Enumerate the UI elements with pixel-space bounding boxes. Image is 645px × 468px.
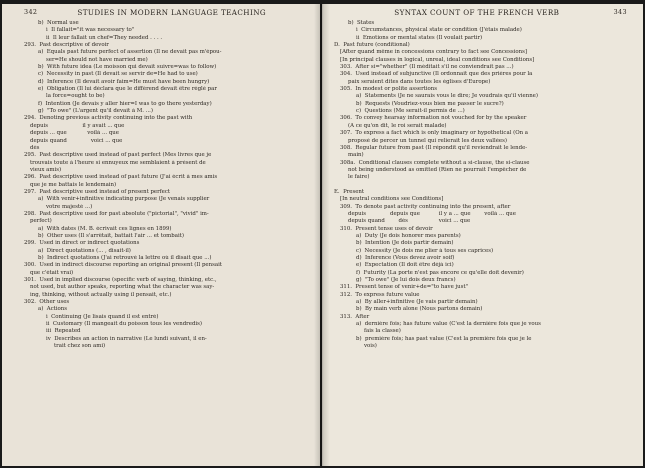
left-page (2, 4, 320, 466)
text-line: b) Normal use (38, 20, 79, 26)
text-line: iii Repeated (46, 328, 81, 335)
text-line: [In principal clauses in logical, unreal, ideal conditions see Conditions] (340, 56, 535, 63)
text-line: a) With dates (M. B. écrivait ces lignes en 1899) (38, 225, 172, 232)
text-line: 310. Present tense uses of devoir (340, 225, 433, 232)
text-line: que c'était vrai) (30, 269, 74, 276)
text-line: 309. To denote past activity continuing into the present, after (340, 203, 511, 210)
text-line: fais la classe) (364, 328, 401, 335)
text-line: d) Inference (Il devait avoir faim=He must have been hungry) (38, 78, 210, 85)
text-line: b) With future idea (Le moisson qui devait suivre=was to follow) (38, 64, 217, 71)
text-line: b) Intention (Je dois partir demain) (356, 240, 454, 247)
text-line: ing, thinking, without actually using il pensait, etc.) (30, 291, 172, 298)
text-line: b) première fois; has past value (C'est la première fois que je le (356, 335, 532, 342)
text-line: 295. Past descriptive used instead of past perfect (Mes livres que je (24, 152, 212, 159)
page-number: 343 (613, 8, 627, 16)
text-line: 307. To express a fact which is only imaginary or hypothetical (On a (340, 130, 529, 137)
text-line: a) With venir+infinitive indicating purpose (Je venais supplier (38, 196, 210, 203)
text-line: depuis ... que voilà ... que (30, 130, 119, 137)
text-line: 305. In modest or polite assertions (340, 86, 438, 93)
text-line: vois) (364, 343, 377, 350)
text-line: i Il fallait="it was necessary to" (46, 27, 135, 34)
text-line: dès (30, 144, 40, 151)
text-line: perfect) (30, 218, 52, 225)
text-line: 308a. Conditional clauses complete without a si-clause, the si-clause (340, 159, 530, 166)
text-line: a) By aller+infinitive (Je vais partir demain) (356, 299, 478, 306)
text-line: 298. Past descriptive used for past absolute ("pictorial", "vivid" im- (24, 210, 209, 217)
text-line: 301. Used in implied discourse (specific verb of saying, thinking, etc., (24, 277, 217, 284)
text-line: (A ce qu'on dit, le roi serait malade) (348, 122, 447, 129)
text-line: 308. Regular future from past (Il répondit qu'il reviendrait le lende- (340, 144, 528, 151)
text-line: ser=He should not have married me) (46, 56, 148, 63)
text-line: i Continuing (Je lisais quand il est entré) (46, 313, 159, 320)
text-line: c) Questions (Me serait-il permis de ...) (356, 108, 465, 115)
text-line: b) Other uses (Il s'arrêtait, battait l'air ... et tombait) (38, 232, 184, 239)
text-line: b) Indirect quotations (J'ai retrouvé la lettre où il disait que ...) (38, 255, 212, 261)
text-line: 313. After (340, 313, 370, 320)
text-line: a) Duty (Je dois honorer mes parents) (356, 232, 461, 239)
text-line: depuis depuis que il y a ... que voilà ... que (348, 210, 516, 217)
text-line: 299. Used in direct or indirect quotations (24, 240, 140, 247)
text-line: 302. Other uses (24, 299, 70, 306)
text-line: g) "To owe" (L'argent qu'il devait à M. ...) (38, 108, 153, 115)
text-line: f) Futurity (La porte n'est pas encore ce qu'elle doit devenir) (356, 269, 524, 276)
text-line: 294. Denoting previous activity continuing into the past with (24, 115, 193, 122)
right-page-header (334, 8, 627, 17)
text-line: 311. Present tense of venir+de="to have just" (340, 284, 469, 291)
text-line: e) Obligation (Il lui déclara que le différend devait être réglé par (38, 86, 217, 93)
text-line: b) Requests (Voudriez-vous bien me passer le sucre?) (356, 100, 504, 107)
text-line: trait chez son ami) (54, 343, 106, 350)
text-line: a) Equals past future perfect of assertion (Il ne devait pas m'épou- (38, 49, 222, 56)
text-line: la force=ought to be) (46, 93, 105, 100)
text-line: 297. Past descriptive used instead of present perfect (24, 188, 171, 195)
text-line: depuis quand dès voici ... que (348, 218, 471, 225)
running-head: SYNTAX COUNT OF THE FRENCH VERB (394, 8, 560, 17)
text-line: b) By main verb alone (Nous partons demain) (356, 306, 483, 313)
text-line: [After quand même in concessions contrary to fact see Concessions] (340, 49, 527, 56)
text-line (334, 182, 627, 189)
text-line: e) Expectation (Il doit être déjà ici) (356, 262, 454, 269)
left-page-header (24, 8, 312, 17)
left-page-text (24, 20, 312, 350)
text-line: i Circumstances, physical state or condition (J'étais malade) (356, 27, 522, 34)
text-line: ii Il leur fallait un chef=They needed . . . . (46, 34, 163, 41)
text-line: a) Statements (Je ne saurais vous le dire; Je voudrais qu'il vienne) (356, 93, 538, 100)
right-page (322, 4, 643, 466)
right-page-text (334, 20, 627, 350)
text-line: 300. Used in indirect discourse reporting an original present (Il pensait (24, 262, 222, 269)
text-line: 296. Past descriptive used instead of past future (J'ai écrit à mes amis (24, 174, 218, 181)
text-line: 303. After si="whether" (Il méditait s'il ne conviendrait pas ...) (340, 64, 514, 71)
book-gutter (314, 4, 330, 466)
text-line: not used, but author speaks, reporting what the character was say- (30, 284, 215, 291)
text-line: depuis il y avait ... que (30, 122, 125, 129)
text-line: main) (348, 152, 364, 159)
text-line: g) "To owe" (Je lui dois deux francs) (356, 277, 456, 284)
text-line: not being understood as omitted (Rien ne pourrait l'empêcher de (348, 166, 527, 173)
text-line: [In neutral conditions see Conditions] (340, 196, 444, 203)
text-line: d) Inference (Vous devez avoir soif) (356, 255, 455, 261)
text-line: 312. To express future value (340, 291, 420, 298)
text-line: depuis quand voici ... que (30, 137, 123, 144)
text-line: votre majesté ...) (46, 203, 93, 210)
text-line: 306. To convey hearsay information not vouched for by the speaker (340, 115, 527, 122)
text-line: a) dernière fois; has future value (C'est la dernière fois que je vous (356, 321, 541, 328)
text-line: iv Describes an action in narrative (Le lundi suivant, il en- (46, 335, 207, 342)
text-line: trouvais toute à l'heure si ennuyeux me semblaient à présent de (30, 159, 206, 166)
text-line: a) Direct quotations (... , disait-il) (38, 247, 131, 254)
text-line: b) States (348, 20, 375, 26)
text-line: paix seraient dites dans toutes les églises d'Europe) (348, 78, 491, 85)
running-head: STUDIES IN MODERN LANGUAGE TEACHING (77, 8, 267, 17)
text-line: ii Emotions or mental states (Il voulait partir) (356, 34, 483, 41)
text-line: c) Necessity (Je dois me plier à tous ses caprices) (356, 247, 494, 254)
text-line: le faire) (348, 174, 370, 181)
text-line: c) Necessity in past (Il devait se servir de=He had to use) (38, 71, 198, 78)
text-line: E. Present (334, 188, 365, 195)
text-line: D. Past future (conditional) (334, 42, 410, 49)
text-line: 304. Used instead of subjunctive (Il ordonnait que des prières pour la (340, 71, 533, 78)
text-line: a) Actions (38, 306, 68, 313)
text-line: ii Customary (Il mangeait du poisson tous les vendredis) (46, 321, 202, 328)
text-line: proposé de percer un tunnel qui relierait les deux vallées) (348, 137, 507, 144)
page-number: 342 (24, 8, 38, 16)
text-line: que je me battais le lendemain) (30, 181, 117, 188)
text-line: f) Intention (Je devais y aller hier=I was to go there yesterday) (38, 100, 212, 107)
text-line: vieux amis) (30, 166, 62, 173)
text-line: 293. Past descriptive of devoir (24, 42, 109, 49)
